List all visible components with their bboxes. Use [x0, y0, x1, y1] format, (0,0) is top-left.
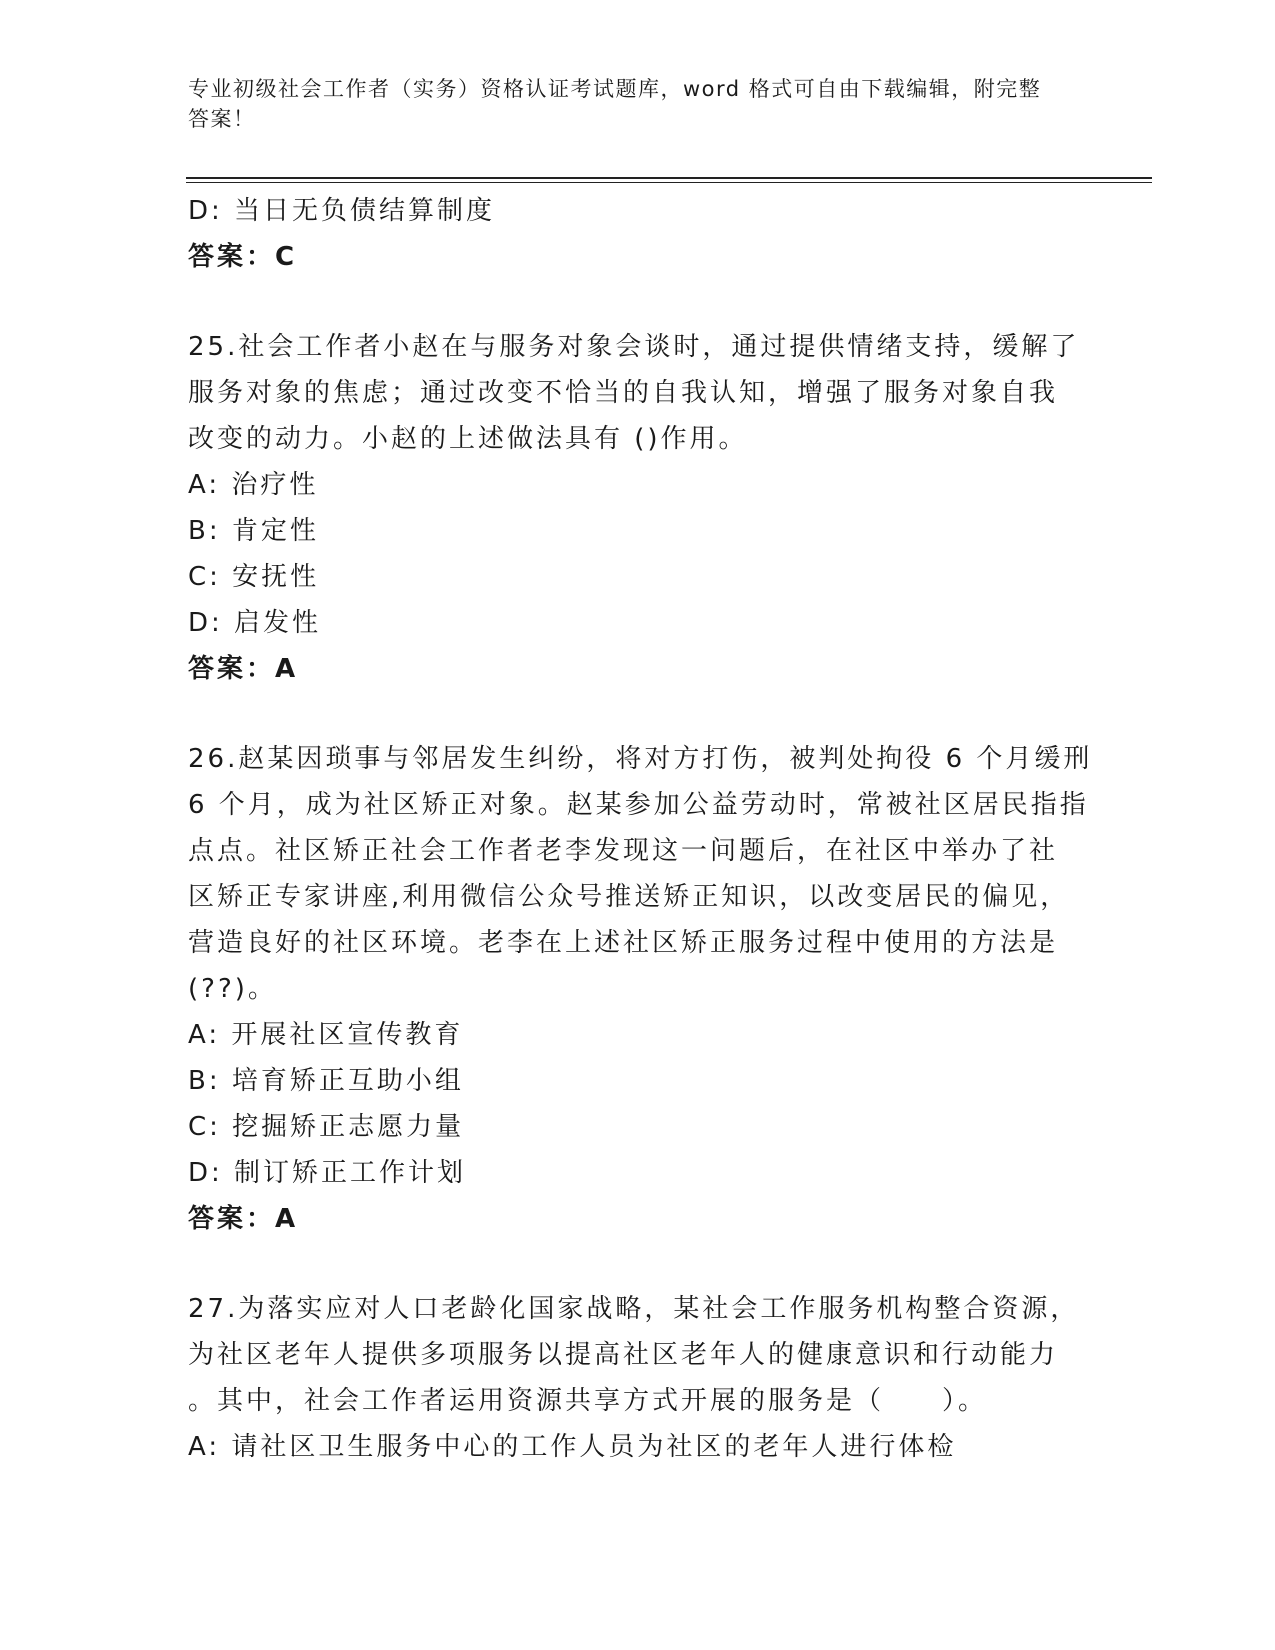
question-text-line: 。其中，社会工作者运用资源共享方式开展的服务是（ ）。 — [188, 1386, 988, 1416]
question-text-line: 营造良好的社区环境。老李在上述社区矫正服务过程中使用的方法是 — [188, 928, 1059, 958]
option-d: D: 制订矫正工作计划 — [188, 1158, 467, 1188]
option-c: C: 挖掘矫正志愿力量 — [188, 1112, 465, 1142]
question-text-line: 26.赵某因琐事与邻居发生纠纷，将对方打伤，被判处拘役 6 个月缓刑 — [188, 744, 1093, 774]
question-25 — [188, 324, 1088, 692]
question-text-line: 区矫正专家讲座,利用微信公众号推送矫正知识，以改变居民的偏见， — [188, 882, 1070, 912]
option-a: A: 开展社区宣传教育 — [188, 1020, 464, 1050]
option-b: B: 肯定性 — [188, 516, 319, 546]
question-body — [188, 188, 1093, 1470]
option-b: B: 培育矫正互助小组 — [188, 1066, 464, 1096]
option-d: D: 启发性 — [188, 608, 322, 638]
question-text-line: (??)。 — [188, 974, 277, 1004]
question-26 — [188, 736, 1093, 1242]
answer-line: 答案：A — [188, 654, 299, 684]
question-text-line: 点点。社区矫正社会工作者老李发现这一问题后，在社区中举办了社 — [188, 836, 1059, 866]
question-27 — [188, 1286, 1088, 1470]
header-rule-thick — [186, 177, 1152, 179]
answer-line: 答案：A — [188, 1204, 299, 1234]
question-text-line: 6 个月，成为社区矫正对象。赵某参加公益劳动时，常被社区居民指指 — [188, 790, 1089, 820]
question-text-line: 改变的动力。小赵的上述做法具有 ()作用。 — [188, 424, 748, 454]
question-text-line: 服务对象的焦虑；通过改变不恰当的自我认知，增强了服务对象自我 — [188, 378, 1059, 408]
question-text-line: 为社区老年人提供多项服务以提高社区老年人的健康意识和行动能力 — [188, 1340, 1059, 1370]
option-a: A: 请社区卫生服务中心的工作人员为社区的老年人进行体检 — [188, 1432, 957, 1462]
question-text-line: 25.社会工作者小赵在与服务对象会谈时，通过提供情绪支持，缓解了 — [188, 332, 1080, 362]
option-c: C: 安抚性 — [188, 562, 320, 592]
answer-line: 答案：C — [188, 242, 298, 272]
option-a: A: 治疗性 — [188, 470, 319, 500]
header-rule-thin — [186, 182, 1152, 183]
option-d: D: 当日无负债结算制度 — [188, 196, 496, 226]
question-text-line: 27.为落实应对人口老龄化国家战略，某社会工作服务机构整合资源， — [188, 1294, 1080, 1324]
page-header: 专业初级社会工作者（实务）资格认证考试题库，word 格式可自由下载编辑，附完整答案！ — [188, 77, 1042, 131]
